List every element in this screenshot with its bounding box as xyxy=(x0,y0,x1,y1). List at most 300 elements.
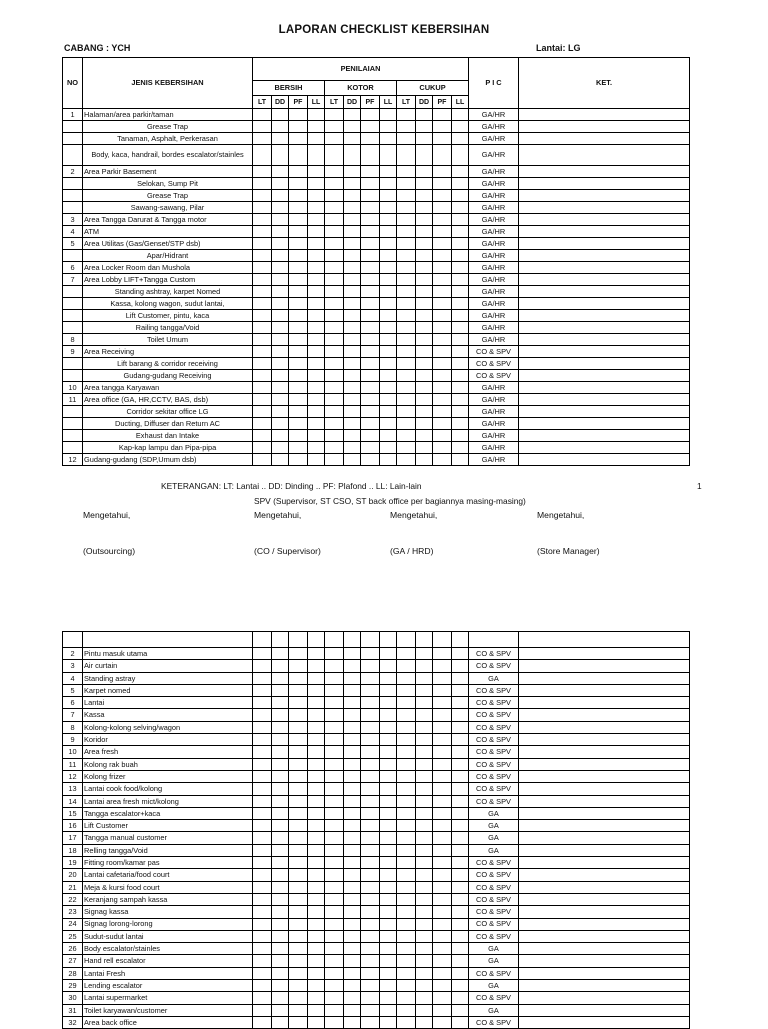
rating-cell-kotor-pf[interactable] xyxy=(361,684,380,696)
rating-cell-cukup-dd[interactable] xyxy=(416,109,433,121)
rating-cell-bersih-pf[interactable] xyxy=(289,382,308,394)
rating-cell-kotor-lt[interactable] xyxy=(325,358,344,370)
rating-cell-cukup-dd[interactable] xyxy=(416,166,433,178)
rating-cell-bersih-pf[interactable] xyxy=(289,133,308,145)
ket-cell[interactable] xyxy=(519,869,690,881)
ket-cell[interactable] xyxy=(519,770,690,782)
rating-cell-cukup-dd[interactable] xyxy=(416,418,433,430)
rating-cell-cukup-ll[interactable] xyxy=(452,857,469,869)
rating-cell-kotor-dd[interactable] xyxy=(344,202,361,214)
rating-cell-bersih-lt[interactable] xyxy=(253,918,272,930)
rating-cell-bersih-pf[interactable] xyxy=(289,844,308,856)
rating-cell-bersih-pf[interactable] xyxy=(289,250,308,262)
rating-cell-cukup-lt[interactable] xyxy=(397,660,416,672)
rating-cell-kotor-dd[interactable] xyxy=(344,358,361,370)
rating-cell-cukup-lt[interactable] xyxy=(397,1004,416,1016)
rating-cell-bersih-pf[interactable] xyxy=(289,190,308,202)
rating-cell-bersih-dd[interactable] xyxy=(272,238,289,250)
rating-cell-bersih-dd[interactable] xyxy=(272,721,289,733)
rating-cell-kotor-pf[interactable] xyxy=(361,709,380,721)
rating-cell-kotor-ll[interactable] xyxy=(380,262,397,274)
rating-cell-cukup-lt[interactable] xyxy=(397,844,416,856)
ket-cell[interactable] xyxy=(519,820,690,832)
rating-cell-bersih-dd[interactable] xyxy=(272,442,289,454)
rating-cell-bersih-ll[interactable] xyxy=(308,430,325,442)
rating-cell-cukup-pf[interactable] xyxy=(433,274,452,286)
rating-cell-cukup-lt[interactable] xyxy=(397,286,416,298)
rating-cell-bersih-dd[interactable] xyxy=(272,648,289,660)
rating-cell-bersih-pf[interactable] xyxy=(289,109,308,121)
rating-cell-kotor-lt[interactable] xyxy=(325,832,344,844)
ket-cell[interactable] xyxy=(519,298,690,310)
rating-cell-kotor-dd[interactable] xyxy=(344,758,361,770)
rating-cell-bersih-dd[interactable] xyxy=(272,955,289,967)
rating-cell-kotor-ll[interactable] xyxy=(380,734,397,746)
rating-cell-kotor-dd[interactable] xyxy=(344,298,361,310)
rating-cell-cukup-dd[interactable] xyxy=(416,770,433,782)
rating-cell-kotor-pf[interactable] xyxy=(361,820,380,832)
rating-cell-cukup-dd[interactable] xyxy=(416,893,433,905)
rating-cell-bersih-dd[interactable] xyxy=(272,869,289,881)
rating-cell-bersih-ll[interactable] xyxy=(308,133,325,145)
rating-cell-bersih-ll[interactable] xyxy=(308,214,325,226)
rating-cell-kotor-ll[interactable] xyxy=(380,632,397,648)
rating-cell-cukup-ll[interactable] xyxy=(452,709,469,721)
ket-cell[interactable] xyxy=(519,1016,690,1028)
rating-cell-bersih-ll[interactable] xyxy=(308,166,325,178)
rating-cell-cukup-dd[interactable] xyxy=(416,346,433,358)
rating-cell-kotor-ll[interactable] xyxy=(380,906,397,918)
rating-cell-bersih-pf[interactable] xyxy=(289,238,308,250)
rating-cell-bersih-ll[interactable] xyxy=(308,955,325,967)
rating-cell-cukup-ll[interactable] xyxy=(452,967,469,979)
rating-cell-cukup-dd[interactable] xyxy=(416,943,433,955)
rating-cell-cukup-dd[interactable] xyxy=(416,406,433,418)
rating-cell-kotor-ll[interactable] xyxy=(380,807,397,819)
rating-cell-kotor-pf[interactable] xyxy=(361,166,380,178)
rating-cell-bersih-dd[interactable] xyxy=(272,262,289,274)
ket-cell[interactable] xyxy=(519,190,690,202)
rating-cell-kotor-ll[interactable] xyxy=(380,832,397,844)
rating-cell-cukup-lt[interactable] xyxy=(397,795,416,807)
rating-cell-cukup-dd[interactable] xyxy=(416,980,433,992)
rating-cell-bersih-lt[interactable] xyxy=(253,672,272,684)
rating-cell-bersih-lt[interactable] xyxy=(253,202,272,214)
rating-cell-bersih-ll[interactable] xyxy=(308,145,325,166)
rating-cell-kotor-dd[interactable] xyxy=(344,274,361,286)
rating-cell-kotor-pf[interactable] xyxy=(361,310,380,322)
rating-cell-cukup-ll[interactable] xyxy=(452,918,469,930)
rating-cell-kotor-pf[interactable] xyxy=(361,1004,380,1016)
rating-cell-bersih-lt[interactable] xyxy=(253,930,272,942)
rating-cell-cukup-ll[interactable] xyxy=(452,869,469,881)
rating-cell-kotor-ll[interactable] xyxy=(380,214,397,226)
rating-cell-bersih-lt[interactable] xyxy=(253,770,272,782)
ket-cell[interactable] xyxy=(519,844,690,856)
rating-cell-kotor-ll[interactable] xyxy=(380,943,397,955)
rating-cell-bersih-ll[interactable] xyxy=(308,226,325,238)
rating-cell-kotor-ll[interactable] xyxy=(380,746,397,758)
ket-cell[interactable] xyxy=(519,734,690,746)
rating-cell-cukup-pf[interactable] xyxy=(433,980,452,992)
rating-cell-cukup-pf[interactable] xyxy=(433,334,452,346)
rating-cell-bersih-pf[interactable] xyxy=(289,430,308,442)
rating-cell-cukup-dd[interactable] xyxy=(416,955,433,967)
rating-cell-bersih-pf[interactable] xyxy=(289,734,308,746)
rating-cell-bersih-ll[interactable] xyxy=(308,930,325,942)
rating-cell-kotor-lt[interactable] xyxy=(325,1004,344,1016)
rating-cell-bersih-pf[interactable] xyxy=(289,274,308,286)
rating-cell-bersih-dd[interactable] xyxy=(272,382,289,394)
rating-cell-cukup-dd[interactable] xyxy=(416,632,433,648)
rating-cell-bersih-dd[interactable] xyxy=(272,298,289,310)
rating-cell-cukup-ll[interactable] xyxy=(452,648,469,660)
rating-cell-kotor-lt[interactable] xyxy=(325,955,344,967)
rating-cell-kotor-pf[interactable] xyxy=(361,648,380,660)
rating-cell-cukup-pf[interactable] xyxy=(433,454,452,466)
rating-cell-kotor-ll[interactable] xyxy=(380,770,397,782)
rating-cell-kotor-lt[interactable] xyxy=(325,881,344,893)
rating-cell-cukup-lt[interactable] xyxy=(397,783,416,795)
rating-cell-cukup-pf[interactable] xyxy=(433,202,452,214)
rating-cell-kotor-ll[interactable] xyxy=(380,250,397,262)
rating-cell-bersih-dd[interactable] xyxy=(272,820,289,832)
rating-cell-cukup-dd[interactable] xyxy=(416,121,433,133)
rating-cell-cukup-pf[interactable] xyxy=(433,190,452,202)
rating-cell-kotor-lt[interactable] xyxy=(325,394,344,406)
rating-cell-kotor-ll[interactable] xyxy=(380,881,397,893)
rating-cell-bersih-lt[interactable] xyxy=(253,746,272,758)
rating-cell-cukup-lt[interactable] xyxy=(397,955,416,967)
rating-cell-kotor-dd[interactable] xyxy=(344,166,361,178)
rating-cell-cukup-pf[interactable] xyxy=(433,298,452,310)
rating-cell-bersih-lt[interactable] xyxy=(253,807,272,819)
rating-cell-bersih-ll[interactable] xyxy=(308,109,325,121)
rating-cell-cukup-pf[interactable] xyxy=(433,418,452,430)
rating-cell-cukup-dd[interactable] xyxy=(416,783,433,795)
rating-cell-cukup-dd[interactable] xyxy=(416,967,433,979)
rating-cell-bersih-ll[interactable] xyxy=(308,734,325,746)
rating-cell-kotor-pf[interactable] xyxy=(361,930,380,942)
rating-cell-bersih-lt[interactable] xyxy=(253,721,272,733)
rating-cell-cukup-pf[interactable] xyxy=(433,250,452,262)
rating-cell-cukup-lt[interactable] xyxy=(397,334,416,346)
rating-cell-bersih-lt[interactable] xyxy=(253,980,272,992)
rating-cell-kotor-pf[interactable] xyxy=(361,346,380,358)
rating-cell-bersih-ll[interactable] xyxy=(308,286,325,298)
rating-cell-cukup-pf[interactable] xyxy=(433,430,452,442)
rating-cell-cukup-lt[interactable] xyxy=(397,430,416,442)
rating-cell-kotor-ll[interactable] xyxy=(380,992,397,1004)
rating-cell-kotor-lt[interactable] xyxy=(325,238,344,250)
rating-cell-cukup-ll[interactable] xyxy=(452,250,469,262)
rating-cell-cukup-lt[interactable] xyxy=(397,166,416,178)
rating-cell-kotor-pf[interactable] xyxy=(361,955,380,967)
rating-cell-kotor-ll[interactable] xyxy=(380,109,397,121)
rating-cell-kotor-dd[interactable] xyxy=(344,660,361,672)
rating-cell-cukup-lt[interactable] xyxy=(397,648,416,660)
rating-cell-kotor-pf[interactable] xyxy=(361,721,380,733)
rating-cell-bersih-lt[interactable] xyxy=(253,190,272,202)
rating-cell-bersih-ll[interactable] xyxy=(308,648,325,660)
rating-cell-bersih-dd[interactable] xyxy=(272,758,289,770)
rating-cell-kotor-lt[interactable] xyxy=(325,250,344,262)
rating-cell-bersih-dd[interactable] xyxy=(272,632,289,648)
rating-cell-cukup-dd[interactable] xyxy=(416,442,433,454)
rating-cell-kotor-lt[interactable] xyxy=(325,795,344,807)
rating-cell-kotor-lt[interactable] xyxy=(325,226,344,238)
rating-cell-kotor-dd[interactable] xyxy=(344,746,361,758)
rating-cell-kotor-pf[interactable] xyxy=(361,250,380,262)
rating-cell-bersih-pf[interactable] xyxy=(289,1004,308,1016)
rating-cell-cukup-ll[interactable] xyxy=(452,697,469,709)
rating-cell-cukup-pf[interactable] xyxy=(433,346,452,358)
rating-cell-cukup-lt[interactable] xyxy=(397,346,416,358)
rating-cell-kotor-dd[interactable] xyxy=(344,684,361,696)
rating-cell-cukup-dd[interactable] xyxy=(416,430,433,442)
rating-cell-bersih-ll[interactable] xyxy=(308,660,325,672)
rating-cell-bersih-lt[interactable] xyxy=(253,274,272,286)
rating-cell-cukup-dd[interactable] xyxy=(416,322,433,334)
rating-cell-bersih-pf[interactable] xyxy=(289,178,308,190)
rating-cell-bersih-lt[interactable] xyxy=(253,133,272,145)
rating-cell-cukup-pf[interactable] xyxy=(433,133,452,145)
rating-cell-cukup-ll[interactable] xyxy=(452,226,469,238)
ket-cell[interactable] xyxy=(519,166,690,178)
rating-cell-kotor-lt[interactable] xyxy=(325,734,344,746)
rating-cell-cukup-dd[interactable] xyxy=(416,250,433,262)
rating-cell-kotor-lt[interactable] xyxy=(325,893,344,905)
rating-cell-bersih-pf[interactable] xyxy=(289,166,308,178)
rating-cell-bersih-lt[interactable] xyxy=(253,992,272,1004)
rating-cell-cukup-pf[interactable] xyxy=(433,930,452,942)
rating-cell-kotor-ll[interactable] xyxy=(380,758,397,770)
rating-cell-bersih-pf[interactable] xyxy=(289,918,308,930)
rating-cell-bersih-lt[interactable] xyxy=(253,893,272,905)
rating-cell-kotor-pf[interactable] xyxy=(361,758,380,770)
rating-cell-bersih-ll[interactable] xyxy=(308,709,325,721)
rating-cell-bersih-ll[interactable] xyxy=(308,758,325,770)
rating-cell-kotor-pf[interactable] xyxy=(361,660,380,672)
rating-cell-cukup-pf[interactable] xyxy=(433,370,452,382)
rating-cell-cukup-dd[interactable] xyxy=(416,918,433,930)
rating-cell-kotor-dd[interactable] xyxy=(344,382,361,394)
rating-cell-bersih-ll[interactable] xyxy=(308,310,325,322)
rating-cell-kotor-pf[interactable] xyxy=(361,358,380,370)
rating-cell-bersih-lt[interactable] xyxy=(253,869,272,881)
rating-cell-bersih-pf[interactable] xyxy=(289,454,308,466)
rating-cell-bersih-lt[interactable] xyxy=(253,262,272,274)
rating-cell-cukup-ll[interactable] xyxy=(452,238,469,250)
rating-cell-cukup-pf[interactable] xyxy=(433,770,452,782)
rating-cell-cukup-ll[interactable] xyxy=(452,262,469,274)
rating-cell-kotor-dd[interactable] xyxy=(344,322,361,334)
rating-cell-bersih-dd[interactable] xyxy=(272,430,289,442)
rating-cell-kotor-ll[interactable] xyxy=(380,394,397,406)
rating-cell-bersih-dd[interactable] xyxy=(272,795,289,807)
rating-cell-cukup-lt[interactable] xyxy=(397,394,416,406)
rating-cell-cukup-dd[interactable] xyxy=(416,310,433,322)
rating-cell-kotor-lt[interactable] xyxy=(325,820,344,832)
rating-cell-bersih-lt[interactable] xyxy=(253,418,272,430)
rating-cell-bersih-pf[interactable] xyxy=(289,298,308,310)
rating-cell-bersih-dd[interactable] xyxy=(272,943,289,955)
rating-cell-bersih-lt[interactable] xyxy=(253,145,272,166)
rating-cell-cukup-ll[interactable] xyxy=(452,370,469,382)
rating-cell-kotor-pf[interactable] xyxy=(361,406,380,418)
rating-cell-kotor-ll[interactable] xyxy=(380,286,397,298)
rating-cell-kotor-pf[interactable] xyxy=(361,632,380,648)
rating-cell-bersih-pf[interactable] xyxy=(289,672,308,684)
rating-cell-bersih-pf[interactable] xyxy=(289,684,308,696)
rating-cell-kotor-ll[interactable] xyxy=(380,721,397,733)
rating-cell-kotor-ll[interactable] xyxy=(380,684,397,696)
rating-cell-kotor-pf[interactable] xyxy=(361,807,380,819)
rating-cell-kotor-dd[interactable] xyxy=(344,857,361,869)
rating-cell-bersih-lt[interactable] xyxy=(253,632,272,648)
ket-cell[interactable] xyxy=(519,346,690,358)
ket-cell[interactable] xyxy=(519,406,690,418)
rating-cell-cukup-ll[interactable] xyxy=(452,893,469,905)
rating-cell-kotor-dd[interactable] xyxy=(344,955,361,967)
rating-cell-cukup-ll[interactable] xyxy=(452,166,469,178)
rating-cell-cukup-dd[interactable] xyxy=(416,238,433,250)
ket-cell[interactable] xyxy=(519,394,690,406)
rating-cell-kotor-ll[interactable] xyxy=(380,226,397,238)
rating-cell-cukup-dd[interactable] xyxy=(416,226,433,238)
rating-cell-bersih-dd[interactable] xyxy=(272,672,289,684)
rating-cell-cukup-ll[interactable] xyxy=(452,820,469,832)
rating-cell-kotor-pf[interactable] xyxy=(361,274,380,286)
rating-cell-kotor-lt[interactable] xyxy=(325,382,344,394)
rating-cell-kotor-ll[interactable] xyxy=(380,298,397,310)
rating-cell-cukup-lt[interactable] xyxy=(397,190,416,202)
rating-cell-bersih-lt[interactable] xyxy=(253,881,272,893)
ket-cell[interactable] xyxy=(519,857,690,869)
rating-cell-cukup-dd[interactable] xyxy=(416,214,433,226)
rating-cell-kotor-ll[interactable] xyxy=(380,334,397,346)
rating-cell-cukup-lt[interactable] xyxy=(397,121,416,133)
rating-cell-cukup-lt[interactable] xyxy=(397,418,416,430)
rating-cell-bersih-pf[interactable] xyxy=(289,758,308,770)
rating-cell-kotor-dd[interactable] xyxy=(344,930,361,942)
rating-cell-kotor-ll[interactable] xyxy=(380,967,397,979)
rating-cell-cukup-lt[interactable] xyxy=(397,214,416,226)
rating-cell-cukup-pf[interactable] xyxy=(433,394,452,406)
rating-cell-cukup-lt[interactable] xyxy=(397,145,416,166)
rating-cell-cukup-pf[interactable] xyxy=(433,992,452,1004)
rating-cell-cukup-lt[interactable] xyxy=(397,322,416,334)
rating-cell-cukup-pf[interactable] xyxy=(433,721,452,733)
rating-cell-bersih-pf[interactable] xyxy=(289,632,308,648)
rating-cell-cukup-ll[interactable] xyxy=(452,145,469,166)
rating-cell-kotor-lt[interactable] xyxy=(325,721,344,733)
rating-cell-bersih-pf[interactable] xyxy=(289,807,308,819)
rating-cell-cukup-dd[interactable] xyxy=(416,758,433,770)
rating-cell-kotor-pf[interactable] xyxy=(361,442,380,454)
rating-cell-cukup-ll[interactable] xyxy=(452,832,469,844)
ket-cell[interactable] xyxy=(519,145,690,166)
rating-cell-bersih-dd[interactable] xyxy=(272,394,289,406)
rating-cell-cukup-ll[interactable] xyxy=(452,286,469,298)
rating-cell-bersih-pf[interactable] xyxy=(289,418,308,430)
rating-cell-cukup-dd[interactable] xyxy=(416,746,433,758)
ket-cell[interactable] xyxy=(519,334,690,346)
rating-cell-cukup-dd[interactable] xyxy=(416,382,433,394)
rating-cell-bersih-pf[interactable] xyxy=(289,406,308,418)
rating-cell-cukup-pf[interactable] xyxy=(433,844,452,856)
rating-cell-cukup-lt[interactable] xyxy=(397,632,416,648)
rating-cell-bersih-pf[interactable] xyxy=(289,943,308,955)
rating-cell-kotor-dd[interactable] xyxy=(344,418,361,430)
rating-cell-bersih-ll[interactable] xyxy=(308,832,325,844)
rating-cell-bersih-lt[interactable] xyxy=(253,109,272,121)
rating-cell-kotor-pf[interactable] xyxy=(361,832,380,844)
rating-cell-cukup-lt[interactable] xyxy=(397,226,416,238)
rating-cell-kotor-pf[interactable] xyxy=(361,370,380,382)
rating-cell-bersih-dd[interactable] xyxy=(272,109,289,121)
rating-cell-bersih-pf[interactable] xyxy=(289,358,308,370)
rating-cell-kotor-lt[interactable] xyxy=(325,346,344,358)
rating-cell-cukup-dd[interactable] xyxy=(416,454,433,466)
rating-cell-cukup-dd[interactable] xyxy=(416,820,433,832)
rating-cell-cukup-dd[interactable] xyxy=(416,1016,433,1028)
rating-cell-cukup-pf[interactable] xyxy=(433,893,452,905)
rating-cell-bersih-ll[interactable] xyxy=(308,1004,325,1016)
rating-cell-cukup-pf[interactable] xyxy=(433,672,452,684)
ket-cell[interactable] xyxy=(519,358,690,370)
rating-cell-cukup-lt[interactable] xyxy=(397,943,416,955)
rating-cell-cukup-ll[interactable] xyxy=(452,992,469,1004)
rating-cell-cukup-ll[interactable] xyxy=(452,334,469,346)
rating-cell-cukup-pf[interactable] xyxy=(433,648,452,660)
rating-cell-cukup-ll[interactable] xyxy=(452,734,469,746)
rating-cell-bersih-dd[interactable] xyxy=(272,967,289,979)
rating-cell-kotor-dd[interactable] xyxy=(344,820,361,832)
rating-cell-kotor-ll[interactable] xyxy=(380,145,397,166)
ket-cell[interactable] xyxy=(519,893,690,905)
rating-cell-bersih-dd[interactable] xyxy=(272,893,289,905)
rating-cell-bersih-lt[interactable] xyxy=(253,648,272,660)
ket-cell[interactable] xyxy=(519,684,690,696)
rating-cell-bersih-pf[interactable] xyxy=(289,1016,308,1028)
rating-cell-bersih-ll[interactable] xyxy=(308,322,325,334)
rating-cell-kotor-ll[interactable] xyxy=(380,121,397,133)
rating-cell-kotor-pf[interactable] xyxy=(361,430,380,442)
rating-cell-kotor-ll[interactable] xyxy=(380,1004,397,1016)
rating-cell-cukup-pf[interactable] xyxy=(433,783,452,795)
rating-cell-kotor-lt[interactable] xyxy=(325,178,344,190)
rating-cell-kotor-dd[interactable] xyxy=(344,1004,361,1016)
rating-cell-bersih-ll[interactable] xyxy=(308,358,325,370)
rating-cell-kotor-pf[interactable] xyxy=(361,322,380,334)
rating-cell-kotor-pf[interactable] xyxy=(361,190,380,202)
rating-cell-bersih-pf[interactable] xyxy=(289,145,308,166)
rating-cell-bersih-ll[interactable] xyxy=(308,746,325,758)
rating-cell-cukup-ll[interactable] xyxy=(452,660,469,672)
rating-cell-kotor-pf[interactable] xyxy=(361,783,380,795)
rating-cell-kotor-lt[interactable] xyxy=(325,906,344,918)
rating-cell-bersih-ll[interactable] xyxy=(308,274,325,286)
rating-cell-kotor-pf[interactable] xyxy=(361,109,380,121)
rating-cell-kotor-pf[interactable] xyxy=(361,770,380,782)
rating-cell-bersih-lt[interactable] xyxy=(253,1016,272,1028)
rating-cell-cukup-ll[interactable] xyxy=(452,190,469,202)
rating-cell-bersih-lt[interactable] xyxy=(253,382,272,394)
rating-cell-bersih-dd[interactable] xyxy=(272,881,289,893)
rating-cell-cukup-dd[interactable] xyxy=(416,334,433,346)
rating-cell-cukup-lt[interactable] xyxy=(397,918,416,930)
